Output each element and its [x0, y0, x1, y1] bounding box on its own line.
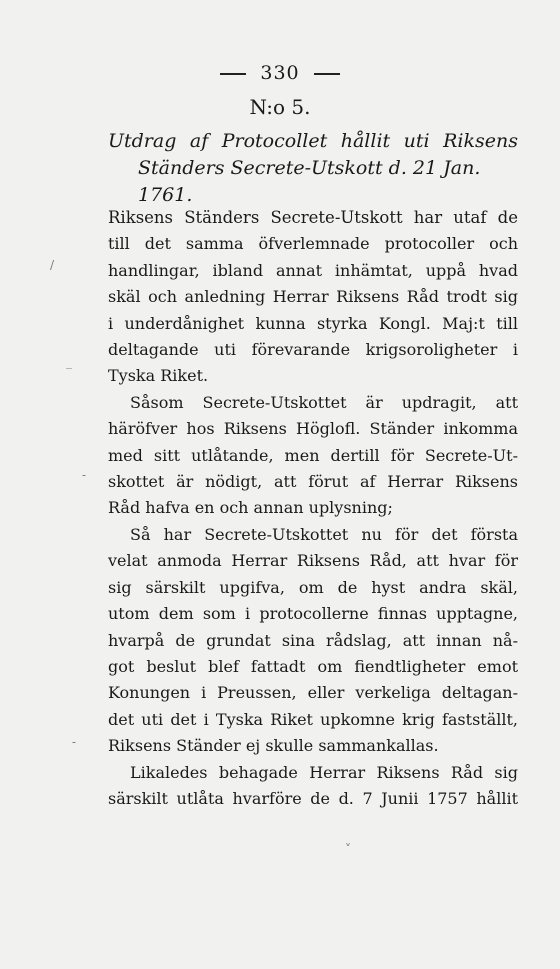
margin-speck: -: [82, 468, 87, 482]
text-line: häröfver hos Riksens Höglofl. Ständer inkomma: [108, 419, 518, 439]
paragraph-start: Likaledes behagade Herrar Riksens Råd sig: [130, 762, 518, 782]
heading-line: Ständers Secrete-Utskott d. 21 Jan. 1761.: [138, 157, 481, 206]
text-line: handlingar, ibland annat inhämtat, uppå hvad: [108, 260, 518, 280]
text-line: Riksens Ständers Secrete-Utskott har utaf de: [108, 208, 518, 227]
text-line: deltagande uti förevarande krigsoroligheter i: [108, 340, 518, 360]
header-dash-right: [314, 73, 340, 75]
text-line: skottet är nödigt, att förut af Herrar Riksens: [108, 472, 518, 492]
text-line: Riksens Ständer ej skulle sammankallas.: [108, 736, 439, 756]
text-line: särskilt utlåta hvarföre de d. 7 Junii 1757 hållit: [108, 788, 518, 808]
text-line: sig särskilt upgifva, om de hyst andra skäl,: [108, 577, 518, 597]
text-line: till det samma öfverlemnade protocoller och: [108, 234, 518, 254]
heading-line: Utdrag af Protocollet hållit uti Riksens: [108, 130, 518, 152]
paragraph-start: Så har Secrete-Utskottet nu för det första: [130, 524, 518, 544]
margin-speck: -: [72, 735, 77, 749]
paragraph-start: Såsom Secrete-Utskottet är updragit, att: [130, 392, 518, 412]
text-line: Tyska Riket.: [108, 366, 209, 386]
page-number: 330: [260, 62, 300, 84]
text-line: got beslut blef fattadt om fiendtligheter emot: [108, 656, 518, 676]
header-dash-left: [220, 73, 246, 75]
margin-speck: /: [50, 258, 55, 272]
text-line: velat anmoda Herrar Riksens Råd, att hvar för: [108, 551, 518, 571]
document-number: N:o 5.: [249, 95, 311, 119]
text-line: i underdånighet kunna styrka Kongl. Maj:t till: [108, 313, 518, 333]
text-line: Råd hafva en och annan uplysning;: [108, 498, 393, 518]
text-line: det uti det i Tyska Riket upkomne krig fastställt,: [108, 709, 518, 729]
text-line: hvarpå de grundat sina rådslag, att innan nå-: [108, 630, 518, 650]
document-heading: [108, 128, 518, 209]
margin-speck: _: [66, 355, 72, 369]
body-text: [108, 205, 518, 812]
margin-speck: ˅: [345, 842, 351, 856]
text-line: utom dem som i protocollerne finnas upptagne,: [108, 604, 518, 624]
text-line: Konungen i Preussen, eller verkeliga deltagan-: [108, 683, 518, 703]
text-line: med sitt utlåtande, men dertill för Secrete-Ut-: [108, 445, 518, 465]
page-header: [0, 62, 560, 84]
text-line: skäl och anledning Herrar Riksens Råd trodt sig: [108, 287, 518, 307]
